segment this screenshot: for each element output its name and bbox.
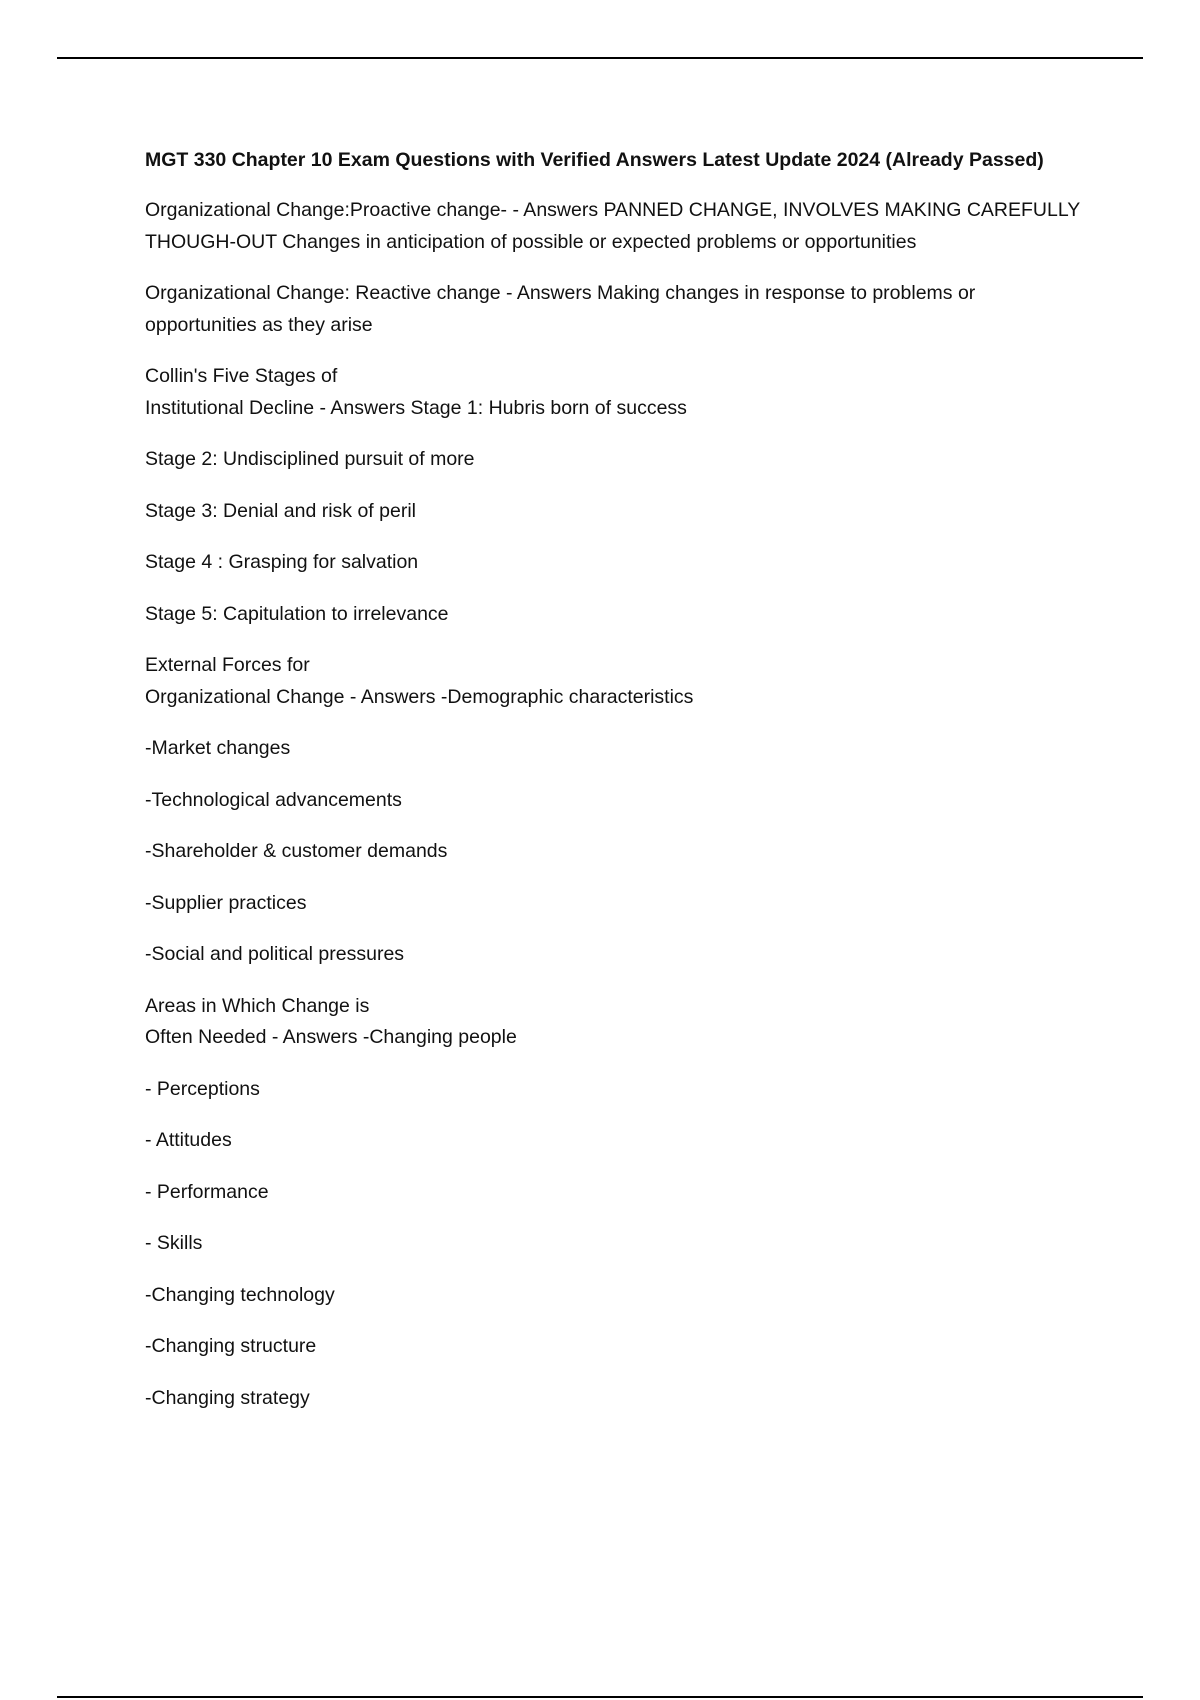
text-paragraph bbox=[145, 278, 1075, 341]
text-paragraph bbox=[145, 1177, 1075, 1209]
text-paragraph bbox=[145, 1074, 1075, 1106]
text-paragraph bbox=[145, 888, 1075, 920]
text-line: - Perceptions bbox=[145, 1077, 260, 1100]
text-paragraph bbox=[145, 547, 1075, 579]
text-line: -Changing strategy bbox=[145, 1386, 310, 1409]
text-paragraph bbox=[145, 733, 1075, 765]
text-line: -Social and political pressures bbox=[145, 943, 405, 965]
text-paragraph bbox=[145, 599, 1075, 631]
text-line: - Skills bbox=[145, 1232, 203, 1254]
text-line: Institutional Decline - Answers Stage 1: Hubris born of success bbox=[145, 396, 687, 419]
text-line: THOUGH-OUT Changes in anticipation of possible or expected problems or opportunities bbox=[145, 230, 917, 253]
text-line: External Forces for bbox=[145, 654, 310, 676]
text-paragraph bbox=[145, 836, 1075, 868]
text-line: -Shareholder & customer demands bbox=[145, 840, 448, 862]
text-paragraph bbox=[145, 361, 1075, 424]
bottom-rule bbox=[57, 1696, 1143, 1698]
text-line: Often Needed - Answers -Changing people bbox=[145, 1026, 517, 1048]
text-paragraph bbox=[145, 1228, 1075, 1260]
text-paragraph bbox=[145, 939, 1075, 971]
top-rule bbox=[57, 57, 1143, 59]
text-line: -Changing structure bbox=[145, 1335, 317, 1357]
text-paragraph bbox=[145, 785, 1075, 817]
text-line: Stage 2: Undisciplined pursuit of more bbox=[145, 448, 475, 470]
text-line: - Attitudes bbox=[145, 1129, 232, 1151]
text-line: opportunities as they arise bbox=[145, 313, 373, 336]
text-paragraph bbox=[145, 1331, 1075, 1363]
text-line: Organizational Change: Reactive change - Answers Making changes in response to problems or bbox=[145, 282, 976, 304]
text-paragraph bbox=[145, 496, 1075, 528]
text-paragraph bbox=[145, 1383, 1075, 1415]
text-line: - Performance bbox=[145, 1180, 269, 1203]
text-line: Stage 4 : Grasping for salvation bbox=[145, 551, 419, 573]
document-body bbox=[145, 145, 1081, 1434]
text-line: Stage 5: Capitulation to irrelevance bbox=[145, 602, 449, 625]
text-line: Areas in Which Change is bbox=[145, 994, 370, 1017]
text-line: Collin's Five Stages of bbox=[145, 365, 338, 387]
text-paragraph bbox=[145, 1125, 1075, 1157]
document-title: MGT 330 Chapter 10 Exam Questions with Verified Answers Latest Update 2024 (Already Passed) bbox=[145, 149, 1044, 171]
text-line: -Supplier practices bbox=[145, 891, 307, 914]
text-paragraph bbox=[145, 1280, 1075, 1312]
text-paragraph bbox=[145, 650, 1075, 713]
text-line: Organizational Change - Answers -Demographic characteristics bbox=[145, 685, 694, 708]
text-paragraph bbox=[145, 444, 1075, 476]
paragraph-list bbox=[145, 195, 1081, 1414]
text-paragraph bbox=[145, 195, 1081, 258]
text-line: Organizational Change:Proactive change- - Answers PANNED CHANGE, INVOLVES MAKING CAREFULLY bbox=[145, 199, 1081, 221]
text-line: -Technological advancements bbox=[145, 788, 402, 811]
text-line: Stage 3: Denial and risk of peril bbox=[145, 499, 416, 522]
text-line: -Changing technology bbox=[145, 1283, 335, 1306]
text-paragraph bbox=[145, 991, 1075, 1054]
text-line: -Market changes bbox=[145, 737, 291, 759]
